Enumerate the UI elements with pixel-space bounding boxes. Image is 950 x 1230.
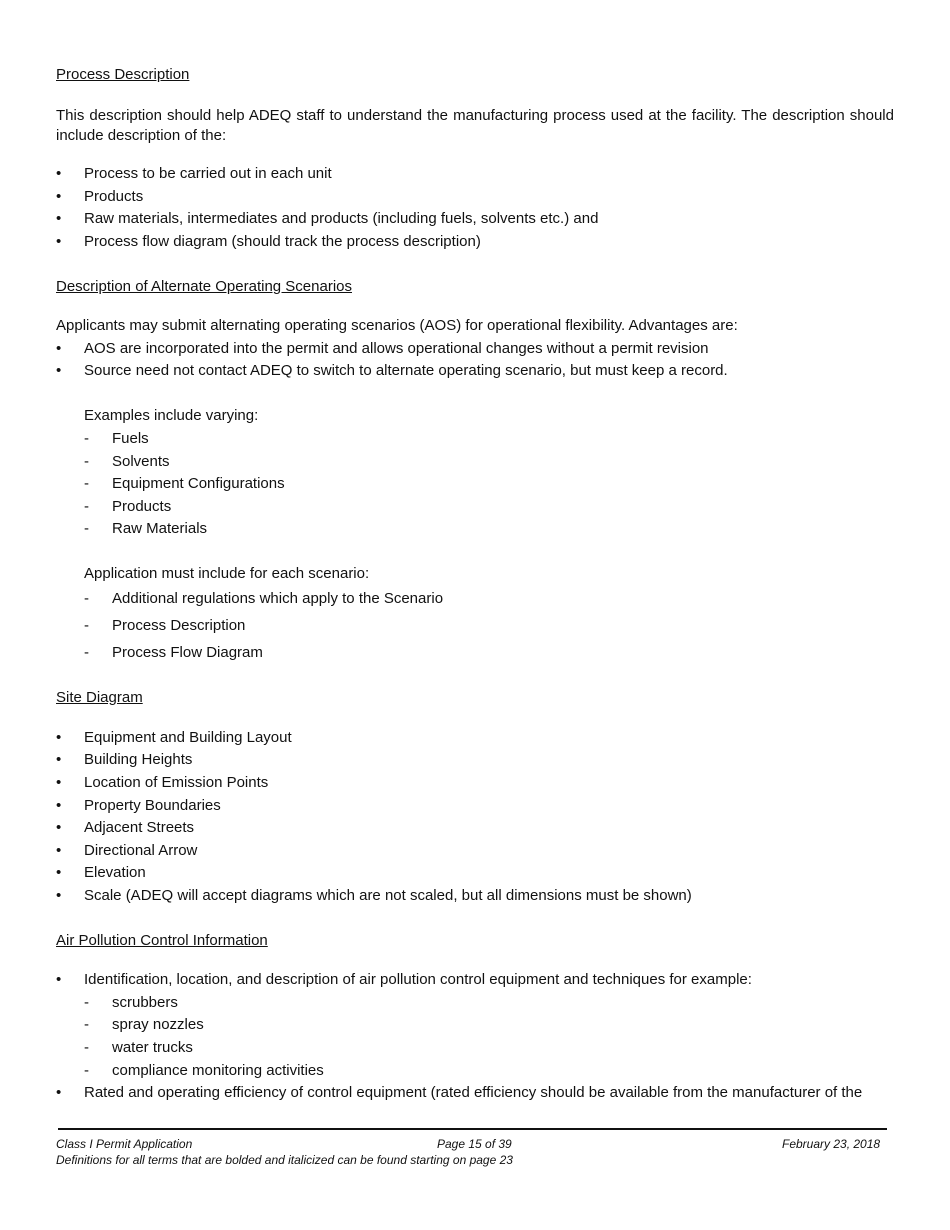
dash-symbol: - [84,498,89,515]
bullet-symbol: • [56,362,62,379]
bullet-symbol: • [56,842,62,859]
dash-symbol: - [84,590,89,607]
list-item: Adjacent Streets [84,819,195,836]
sub-list-item: Equipment Configurations [112,475,285,492]
dash-symbol: - [84,453,89,470]
requirements-label: Application must include for each scenario: [84,565,370,582]
bullet-symbol: • [56,887,62,904]
bullet-symbol: • [56,165,62,182]
sub-list-item: Raw Materials [112,520,208,537]
bullet-symbol: • [56,774,62,791]
list-item: Scale (ADEQ will accept diagrams which are not scaled, but all dimensions must be shown) [84,887,692,904]
sub-list-item: spray nozzles [112,1016,204,1033]
sub-list-item: Process Flow Diagram [112,644,263,661]
footer-definitions-note: Definitions for all terms that are bolded and italicized can be found starting on page 23 [56,1153,513,1167]
footer-date: February 23, 2018 [782,1137,881,1151]
bullet-symbol: • [56,797,62,814]
heading-site-diagram: Site Diagram [56,689,143,706]
bullet-symbol: • [56,233,62,250]
dash-symbol: - [84,644,89,661]
dash-symbol: - [84,617,89,634]
list-item: Location of Emission Points [84,774,269,791]
sub-list-item: Solvents [112,453,170,470]
dash-symbol: - [84,475,89,492]
bullet-symbol: • [56,864,62,881]
alternate-scenarios-intro: Applicants may submit alternating operating scenarios (AOS) for operational flexibility. Advantages are: [56,317,738,334]
process-description-intro: This description should help ADEQ staff to understand the manufacturing process used at the facility. The description should include description of the: [56,107,894,144]
sub-list-item: compliance monitoring activities [112,1062,324,1079]
sub-list-item: Products [112,498,172,515]
bullet-symbol: • [56,340,62,357]
dash-symbol: - [84,1016,89,1033]
list-item: Source need not contact ADEQ to switch to alternate operating scenario, but must keep a record. [84,362,728,379]
sub-list-item: Process Description [112,617,246,634]
list-item: Process to be carried out in each unit [84,165,332,182]
list-item: Property Boundaries [84,797,221,814]
list-item: Process flow diagram (should track the process description) [84,233,481,250]
bullet-symbol: • [56,751,62,768]
heading-air-pollution-control: Air Pollution Control Information [56,932,268,949]
list-item: Identification, location, and description of air pollution control equipment and techniques for example: [84,971,752,988]
footer-divider [58,1128,887,1130]
sub-list-item: water trucks [112,1039,193,1056]
bullet-symbol: • [56,1084,62,1101]
bullet-symbol: • [56,210,62,227]
list-item: Building Heights [84,751,193,768]
bullet-symbol: • [56,819,62,836]
bullet-symbol: • [56,729,62,746]
list-item: Products [84,188,144,205]
footer-page-number: Page 15 of 39 [437,1137,512,1151]
list-item: Elevation [84,864,146,881]
bullet-symbol: • [56,971,62,988]
dash-symbol: - [84,994,89,1011]
list-item: Directional Arrow [84,842,198,859]
dash-symbol: - [84,430,89,447]
examples-label: Examples include varying: [84,407,259,424]
sub-list-item: Fuels [112,430,149,447]
sub-list-item: Additional regulations which apply to the Scenario [112,590,444,607]
sub-list-item: scrubbers [112,994,178,1011]
heading-alternate-scenarios: Description of Alternate Operating Scenarios [56,278,352,295]
list-item: Rated and operating efficiency of control equipment (rated efficiency should be available from the manufacturer of the [84,1084,863,1101]
dash-symbol: - [84,1039,89,1056]
list-item: Raw materials, intermediates and products (including fuels, solvents etc.) and [84,210,599,227]
footer-document-title: Class I Permit Application [56,1137,193,1151]
dash-symbol: - [84,1062,89,1079]
list-item: AOS are incorporated into the permit and allows operational changes without a permit revision [84,340,709,357]
heading-process-description: Process Description [56,66,190,83]
dash-symbol: - [84,520,89,537]
bullet-symbol: • [56,188,62,205]
list-item: Equipment and Building Layout [84,729,292,746]
